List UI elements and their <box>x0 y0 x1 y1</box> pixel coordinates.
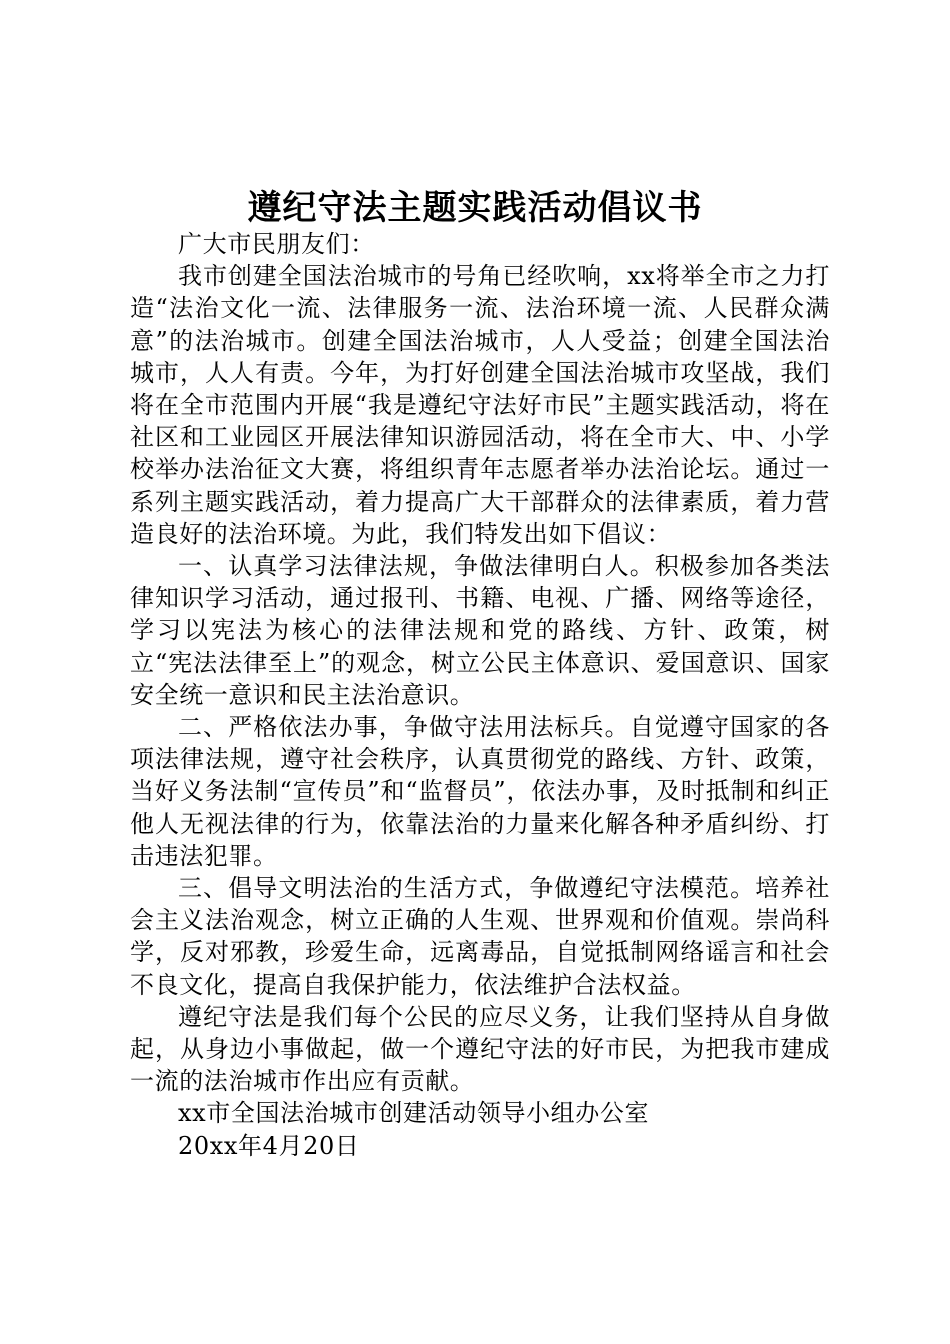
paragraph-item-1: 一、认真学习法律法规，争做法律明白人。积极参加各类法律知识学习活动，通过报刊、书籍、电视、广播、网络等途径，学习以宪法为核心的法律法规和党的路线、方针、政策，树立“宪法法律至上”的观念，树立公民主体意识、爱国意识、国家安全统一意识和民主法治意识。 <box>130 552 830 709</box>
signature-date: 20xx年4月20日 <box>178 1131 360 1160</box>
signature-organization: xx市全国法治城市创建活动领导小组办公室 <box>178 1099 650 1128</box>
document-body <box>130 228 830 1162</box>
paragraph-intro: 我市创建全国法治城市的号角已经吹响，xx将举全市之力打造“法治文化一流、法律服务一流、法治环境一流、人民群众满意”的法治城市。创建全国法治城市，人人受益；创建全国法治城市，人人有责。今年，为打好创建全国法治城市攻坚战，我们将在全市范围内开展“我是遵纪守法好市民”主题实践活动，将在社区和工业园区开展法律知识游园活动，将在全市大、中、小学校举办法治征文大赛，将组织青年志愿者举办法治论坛。通过一系列主题实践活动，着力提高广大干部群众的法律素质，着力营造良好的法治环境。为此，我们特发出如下倡议： <box>130 262 830 548</box>
document-title: 遵纪守法主题实践活动倡议书 <box>247 188 703 228</box>
salutation: 广大市民朋友们： <box>178 230 375 258</box>
paragraph-closing: 遵纪守法是我们每个公民的应尽义务，让我们坚持从自身做起，从身边小事做起，做一个遵纪守法的好市民，为把我市建成一流的法治城市作出应有贡献。 <box>130 1002 830 1096</box>
paragraph-item-3: 三、倡导文明法治的生活方式，争做遵纪守法模范。培养社会主义法治观念，树立正确的人生观、世界观和价值观。崇尚科学，反对邪教，珍爱生命，远离毒品，自觉抵制网络谣言和社会不良文化，提高自我保护能力，依法维护合法权益。 <box>130 874 830 999</box>
paragraph-item-2: 二、严格依法办事，争做守法用法标兵。自觉遵守国家的各项法律法规，遵守社会秩序，认真贯彻党的路线、方针、政策，当好义务法制“宣传员”和“监督员”，依法办事，及时抵制和纠正他人无视法律的行为，依靠法治的力量来化解各种矛盾纠纷、打击违法犯罪。 <box>130 713 830 870</box>
